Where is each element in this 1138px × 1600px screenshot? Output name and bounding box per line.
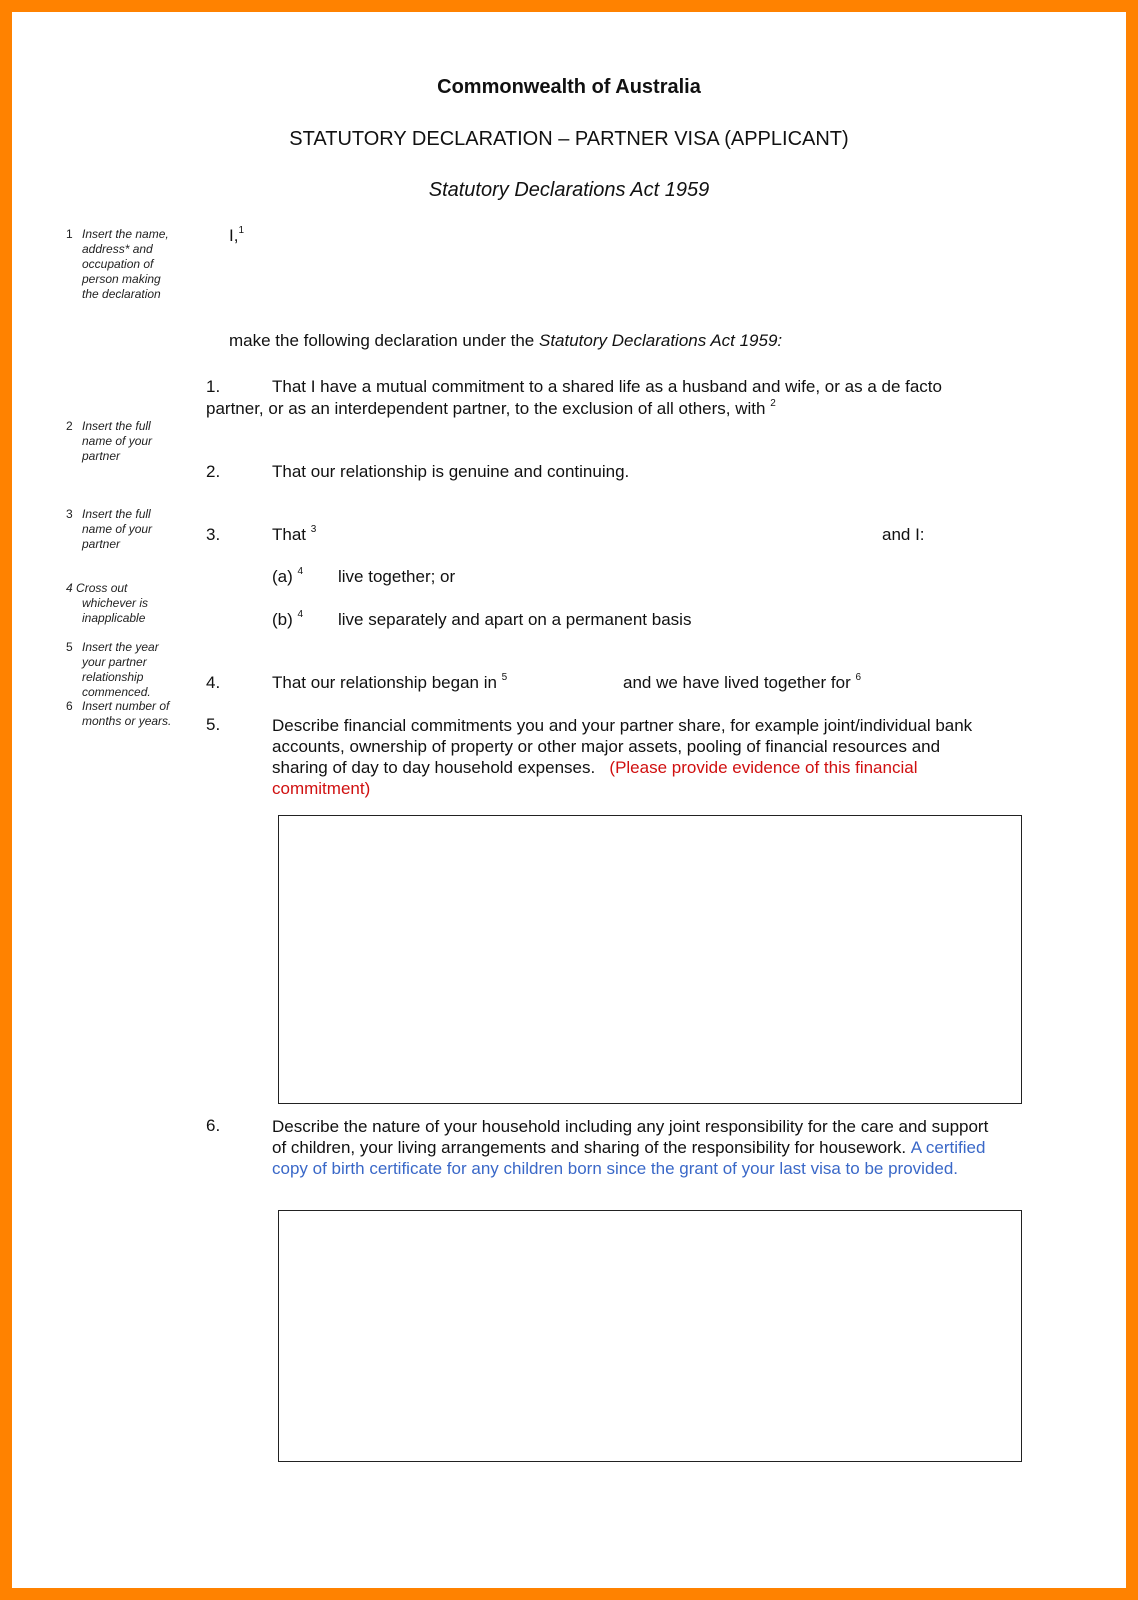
item-3a-label: (a) $^4$ [272,566,304,586]
item-3-end: and I: [882,525,925,544]
margin-note-6: 6 Insert number of months or years. [66,699,172,728]
item-5-text: Describe financial commitments you and your partner share, for example joint/individual bank accounts, ownership of property or other major assets, pooling of financial resources and sharing of day to day household expenses. (Please provide evidence of this financial commitment) [272,716,973,798]
margin-note-2: 2 Insert the full name of your partner [66,419,153,463]
item-1-number: 1. [206,377,221,396]
margin-note-4: 4 Cross out whichever is inapplicable [66,581,149,625]
item-4-number: 4. [206,673,221,692]
item-2-number: 2. [206,462,221,481]
margin-note-3: 3 Insert the full name of your partner [66,507,153,551]
item-3b-label: (b) $^4$ [272,609,304,629]
item-3-number: 3. [206,525,221,544]
household-nature-box[interactable] [278,1210,1022,1462]
item-3b-text: live separately and apart on a permanent basis [338,610,692,629]
margin-note-1: 1 Insert the name, address* and occupation of person making the declaration [66,227,169,301]
item-3a-text: live together; or [338,567,456,586]
document-title: Commonwealth of Australia [437,76,701,98]
declarant-line: I,$^1$ [229,225,245,245]
item-4-text-b: and we have lived together for $^6$ [623,672,862,692]
item-3-text: That $^3$ [272,524,317,544]
act-title: Statutory Declarations Act 1959 [428,179,710,201]
item-1-line1: That I have a mutual commitment to a shared life as a husband and wife, or as a de facto [272,377,942,396]
document-subtitle: STATUTORY DECLARATION – PARTNER VISA (APPLICANT) [289,128,849,150]
item-6-number: 6. [206,1116,221,1135]
item-4-text-a: That our relationship began in $^5$ [272,672,508,692]
intro-text: make the following declaration under the Statutory Declarations Act 1959: [229,331,783,350]
item-1-line2: partner, or as an interdependent partner, to the exclusion of all others, with $^2$ [206,398,776,418]
financial-commitments-box[interactable] [278,815,1022,1104]
margin-note-5: 5 Insert the year your partner relationship commenced. [66,640,159,699]
item-2-text: That our relationship is genuine and continuing. [272,462,630,481]
item-5-number: 5. [206,715,221,734]
item-6-text: Describe the nature of your household including any joint responsibility for the care and support of children, your living arrangements and sharing of the responsibility for housework. A certified copy of birth certificate for any children born since the grant of your last visa to be provided. [272,1117,989,1178]
